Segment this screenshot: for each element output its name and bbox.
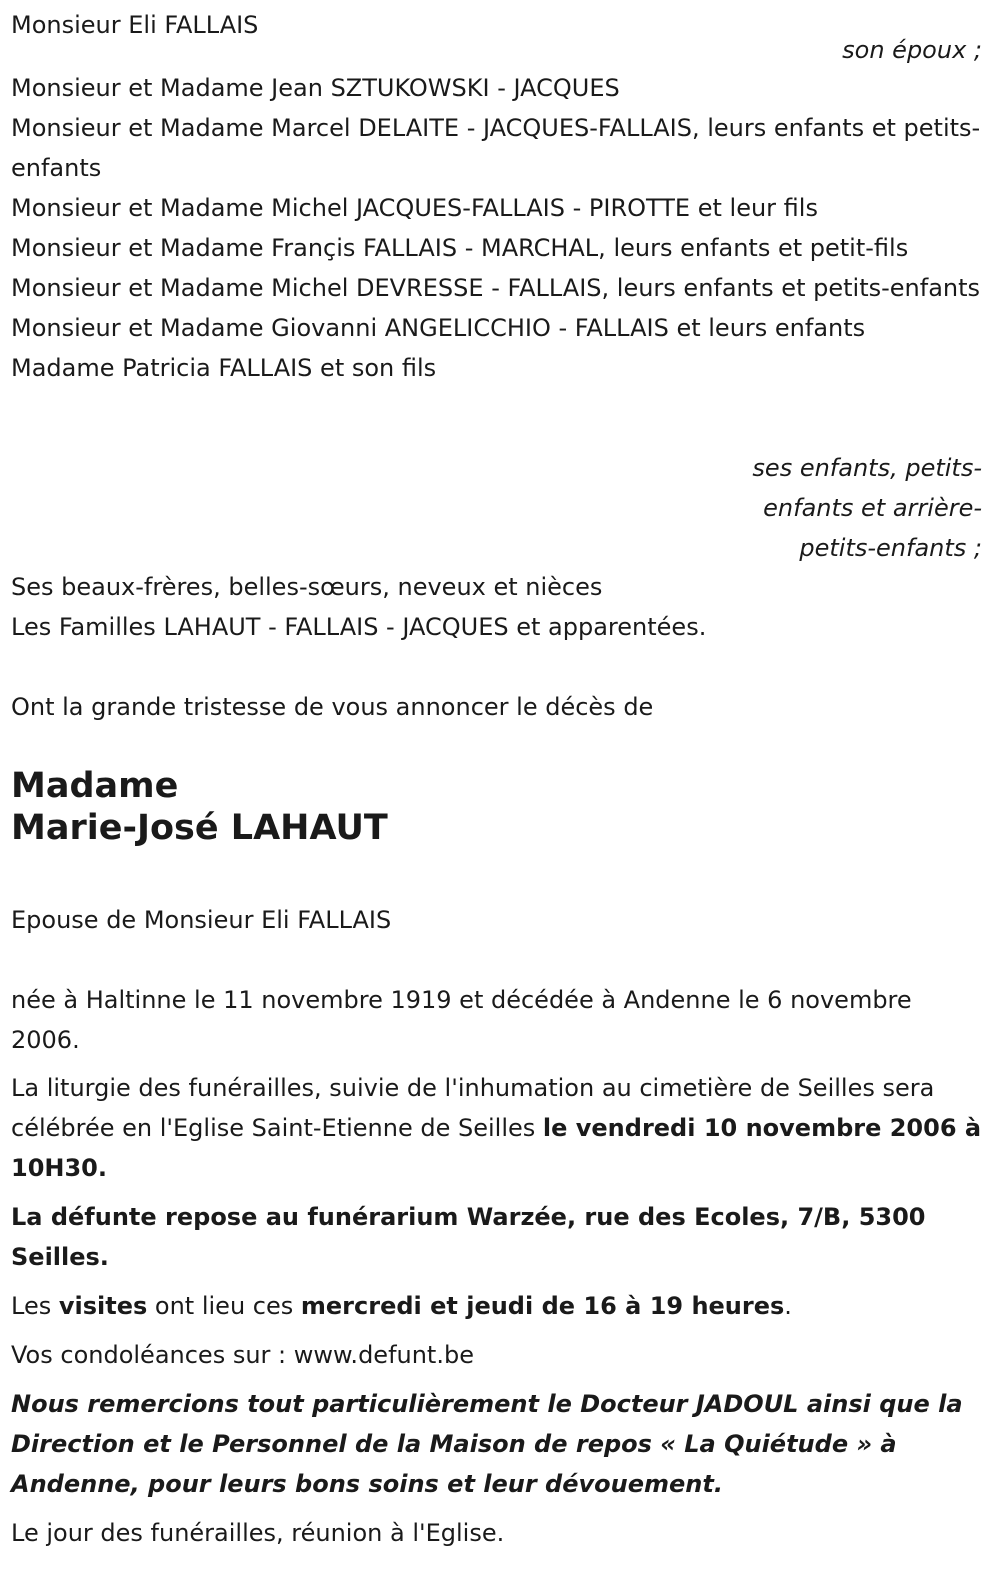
family-line: Monsieur et Madame Marcel DELAITE - JACQUES-FALLAIS, leurs enfants et petits-enfants [11,114,981,182]
rest-location [11,1197,986,1277]
family-line: Monsieur et Madame Michel DEVRESSE - FALLAIS, leurs enfants et petits-enfants [11,274,981,302]
children-list [11,68,986,388]
visits-text: . [784,1292,792,1320]
spouse-role: son époux ; [842,36,982,64]
liturgy-text: La liturgie des funérailles, suivie de l'inhumation au cimetière de Seilles sera célébrée en l'Eglise Saint-Etienne de Seilles [11,1074,935,1142]
children-role-line: petits-enfants ; [799,534,982,562]
children-role-line: ses enfants, petits- [752,454,982,482]
family-line: Monsieur et Madame Françis FALLAIS - MARCHAL, leurs enfants et petit-fils [11,234,909,262]
visits-text: Les [11,1292,59,1320]
rest-text: La défunte repose au funérarium Warzée, rue des Ecoles, 7/B, 5300 Seilles. [11,1203,926,1271]
visits-bold: visites [58,1292,148,1320]
family-line: Madame Patricia FALLAIS et son fils [11,354,437,382]
visits-paragraph [11,1286,986,1326]
children-role [752,448,982,568]
family-line: Monsieur et Madame Giovanni ANGELICCHIO - FALLAIS et leurs enfants [11,314,866,342]
announcement: Ont la grande tristesse de vous annoncer le décès de [11,693,654,721]
condolences: Vos condoléances sur : www.defunt.be [11,1341,474,1369]
birth-death: née à Haltinne le 11 novembre 1919 et décédée à Andenne le 6 novembre 2006. [11,986,912,1054]
visits-text: ont lieu ces [147,1292,301,1320]
liturgy-date: le vendredi 10 novembre 2006 à 10H30. [11,1114,982,1182]
deceased-title: Madame [11,766,179,806]
family-line: Ses beaux-frères, belles-sœurs, neveux et nièces [11,573,603,601]
visits-hours: mercredi et jeudi de 16 à 19 heures [300,1292,785,1320]
liturgy-paragraph [11,1068,986,1188]
family-line: Monsieur et Madame Michel JACQUES-FALLAIS - PIROTTE et leur fils [11,194,818,222]
deceased-name [11,765,986,849]
thanks-paragraph: Nous remercions tout particulièrement le Docteur JADOUL ainsi que la Direction et le Personnel de la Maison de repos « La Quiétude » à Andenne, pour leurs bons soins et leur dévouement. [11,1390,963,1498]
family-line: Les Familles LAHAUT - FALLAIS - JACQUES et apparentées. [11,613,707,641]
deceased-fullname: Marie-José LAHAUT [11,808,388,848]
children-role-line: enfants et arrière- [763,494,982,522]
other-relatives [11,567,986,647]
spouse-name: Monsieur Eli FALLAIS [11,11,259,39]
family-line: Monsieur et Madame Jean SZTUKOWSKI - JACQUES [11,74,620,102]
meeting-note: Le jour des funérailles, réunion à l'Eglise. [11,1519,505,1547]
spouse-of: Epouse de Monsieur Eli FALLAIS [11,906,392,934]
